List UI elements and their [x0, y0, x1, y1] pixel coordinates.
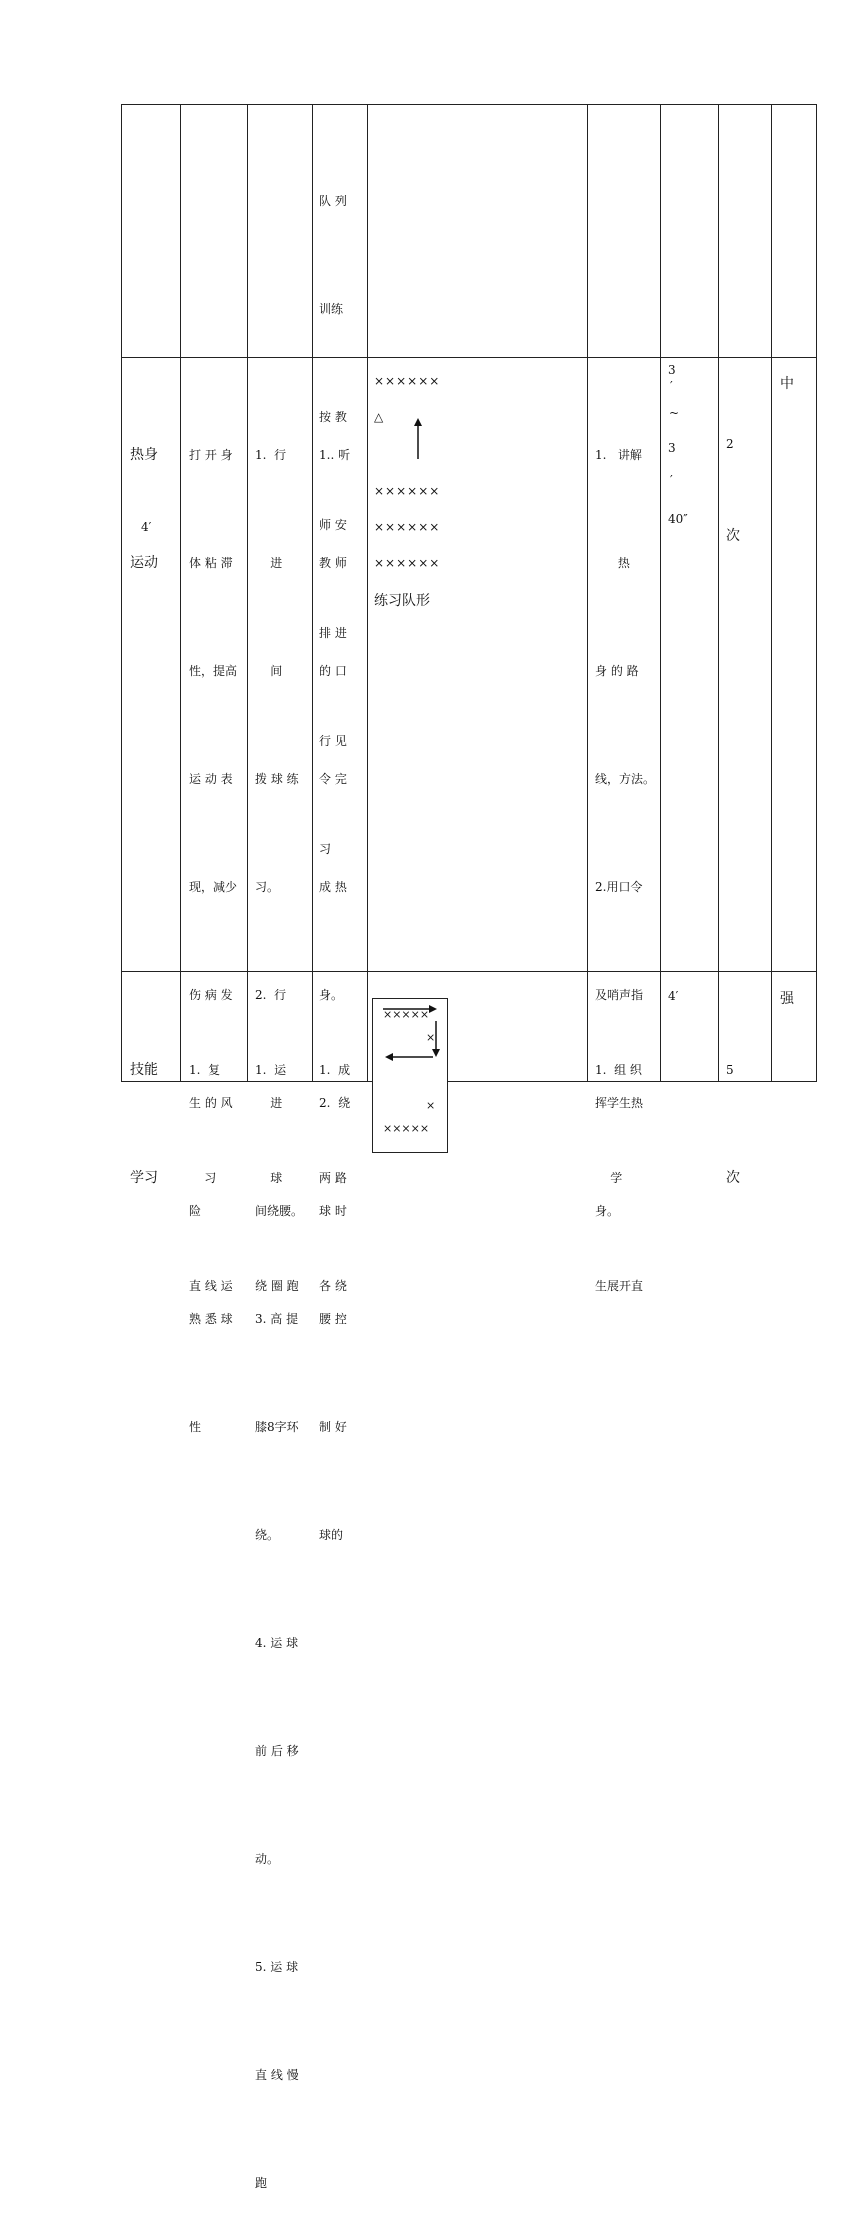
row2-objectives-cell: 打 开 身 体 粘 滞 性，提高 运 动 表 现，减少 伤 病 发 生 的 风 险 熟 悉 球 性 — [189, 448, 238, 1434]
row2-method-cell: 1. 讲解 热 身 的 路 线，方法。 2.用口令 及哨声指 挥学生热 身。 — [595, 448, 656, 1218]
dribble-route-diagram — [372, 998, 448, 1153]
col-divider-6 — [660, 104, 661, 1081]
teacher-marker: △ — [374, 410, 384, 424]
row2-time-char-4: 3 — [668, 441, 676, 455]
row2-content-cell: 1. 行 进 间 拨 球 练 习。 2. 行 进 间绕腰。 3. 高 提 膝8字环 绕。 4. 运 球 前 后 移 动。 5. 运 球 直 线 慢 跑 — [255, 448, 304, 2190]
row2-section-title: 热身 运动 — [130, 447, 158, 571]
row2-time-char-6: 40″ — [668, 512, 688, 526]
row2-section-time: 4′ — [141, 520, 152, 534]
row2-time-char-5: ′ — [670, 473, 673, 487]
row3-intensity: 强 — [780, 991, 794, 1007]
row3-section-title: 技能 学习 — [130, 1062, 158, 1186]
row2-repetitions-cell: 2 次 — [726, 437, 740, 544]
table-border-left — [121, 104, 122, 1081]
row2-time-char-2: ′ — [670, 379, 673, 393]
col-divider-7 — [718, 104, 719, 1081]
col-divider-5 — [587, 104, 588, 1081]
formation-row-2: ×××××× — [374, 520, 441, 534]
col-divider-2 — [247, 104, 248, 1081]
formation-caption: 练习队形 — [374, 593, 430, 609]
formation-row-top: ×××××× — [374, 374, 441, 388]
col-divider-3 — [312, 104, 313, 1081]
row3-objectives-cell: 1. 复 习 直 线 运 — [189, 1063, 233, 1293]
row3-repetitions-cell: 5 次 — [726, 1063, 740, 1186]
table-border-top — [121, 104, 817, 105]
row3-method-cell: 1. 组 织 学 生展开直 — [595, 1063, 644, 1293]
row3-time: 4′ — [668, 989, 679, 1003]
formation-row-1: ×××××× — [374, 484, 441, 498]
row3-content-cell: 1. 运 球 绕 圈 跑 — [255, 1063, 299, 1293]
row-divider-1 — [121, 357, 817, 358]
row3-organization-cell: 1. 成 两 路 各 绕 — [319, 1063, 351, 1293]
diagram-mark-2: × — [426, 1099, 436, 1112]
diagram-mark-1: × — [426, 1031, 436, 1044]
diagram-top-row: ××××× — [383, 1008, 430, 1021]
row2-time-char-3: ~ — [669, 406, 680, 420]
row2-organization-cell: 1.. 听 教 师 的 口 令 完 成 热 身。 2. 绕 球 时 腰 控 制 好 球的 — [319, 448, 351, 1542]
table-border-right — [816, 104, 817, 1081]
up-arrow-icon — [412, 418, 424, 460]
row2-intensity: 中 — [780, 376, 794, 392]
col-divider-4 — [367, 104, 368, 1081]
diagram-bottom-row: ××××× — [383, 1122, 430, 1135]
formation-row-3: ×××××× — [374, 556, 441, 570]
col-divider-1 — [180, 104, 181, 1081]
row1-organization-cell: 队 列 训练 按 教 师 安 排 进 行 见 习 — [319, 194, 347, 856]
row2-time-char-1: 3 — [668, 363, 676, 377]
col-divider-8 — [771, 104, 772, 1081]
